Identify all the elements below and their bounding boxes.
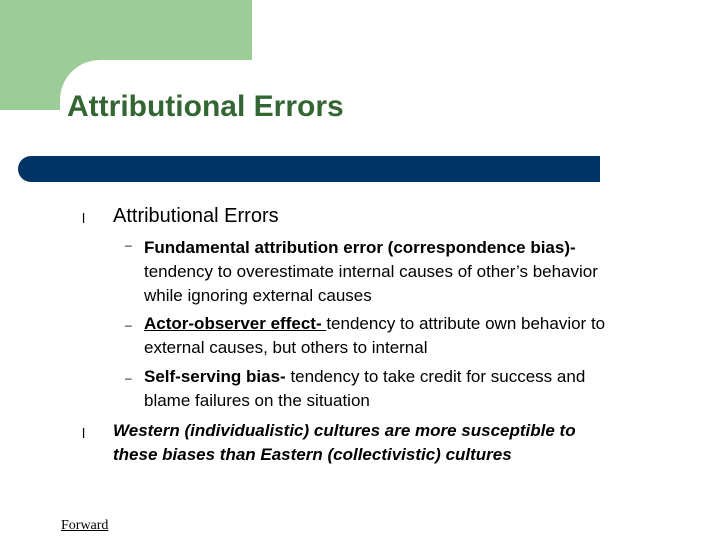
desc-actor-observer-1: tendency to attribute own behavior to: [326, 314, 606, 333]
desc-actor-observer-2: external causes, but others to internal: [144, 338, 428, 357]
subbullet-actor-observer: [144, 312, 704, 360]
western-line-1: Western (individualistic) cultures are more susceptible to: [113, 421, 576, 440]
forward-link[interactable]: Forward: [61, 518, 109, 533]
title-underline-bar: [18, 156, 600, 182]
western-line-2: these biases than Eastern (collectivistic) cultures: [113, 445, 512, 464]
term-fundamental: Fundamental attribution error (correspondence bias)-: [144, 238, 576, 257]
bullet-marker: l: [82, 210, 86, 226]
subbullet-self-serving: [144, 365, 704, 413]
dash-marker: –: [125, 238, 132, 252]
desc-self-serving-1: tendency to take credit for success and: [285, 367, 586, 386]
term-actor-observer: Actor-observer effect-: [144, 314, 327, 333]
desc-fundamental-1: tendency to overestimate internal causes of other’s behavior: [144, 262, 598, 281]
dash-marker: –: [125, 371, 132, 385]
subbullet-fundamental: [144, 236, 704, 308]
desc-self-serving-2: blame failures on the situation: [144, 391, 370, 410]
slide-title: Attributional Errors: [67, 90, 344, 123]
term-self-serving: Self-serving bias-: [144, 367, 286, 386]
dash-marker: –: [125, 318, 132, 332]
bullet-western-cultures: [113, 419, 576, 467]
bullet-heading: Attributional Errors: [113, 205, 279, 227]
bullet-marker: l: [82, 425, 86, 441]
desc-fundamental-2: while ignoring external causes: [144, 286, 372, 305]
